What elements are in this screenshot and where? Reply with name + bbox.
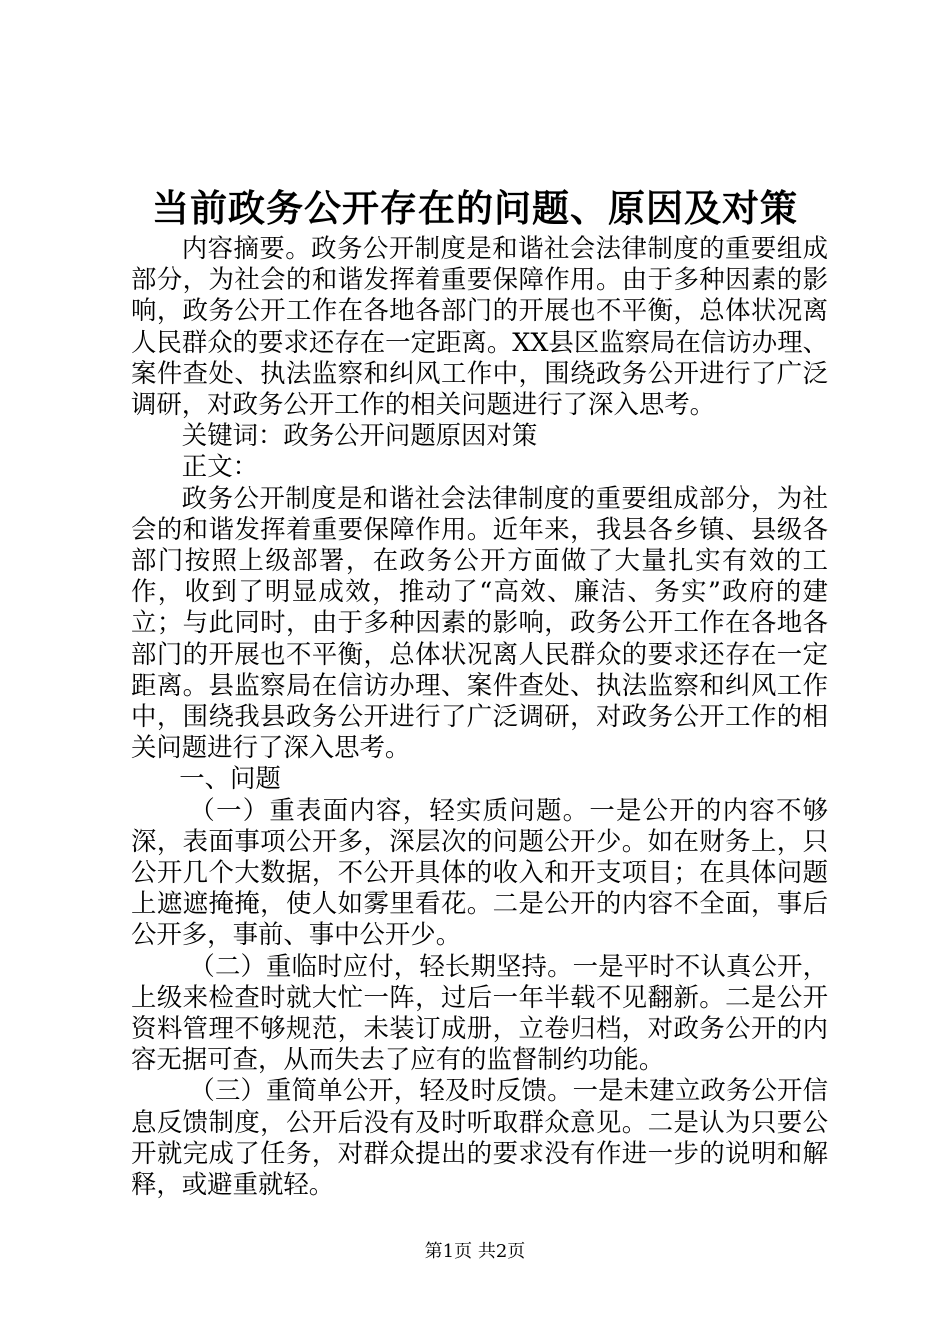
problem-2-paragraph: （二）重临时应付，轻长期坚持。一是平时不认真公开，上级来检查时就大忙一阵，过后一年半载不见翻新。二是公开资料管理不够规范，未装订成册，立卷归档，对政务公开的内容无据可查，从而失去了应有的监督制约功能。	[131, 950, 828, 1075]
main-text-label: 正文：	[181, 451, 258, 482]
problem-1-paragraph: （一）重表面内容，轻实质问题。一是公开的内容不够深，表面事项公开多，深层次的问题公开少。如在财务上，只公开几个大数据，不公开具体的收入和开支项目；在具体问题上遮遮掩掩，使人如雾里看花。二是公开的内容不全面，事后公开多，事前、事中公开少。	[131, 794, 828, 950]
document-title: 当前政务公开存在的问题、原因及对策	[152, 186, 798, 230]
keywords-line: 关键词：政务公开问题原因对策	[181, 420, 538, 451]
abstract-paragraph: 内容摘要。政务公开制度是和谐社会法律制度的重要组成部分，为社会的和谐发挥着重要保障作用。由于多种因素的影响，政务公开工作在各地各部门的开展也不平衡，总体状况离人民群众的要求还存在一定距离。XX县区监察局在信访办理、案件查处、执法监察和纠风工作中，围绕政务公开进行了广泛调研，对政务公开工作的相关问题进行了深入思考。	[131, 233, 828, 420]
problem-3-paragraph: （三）重简单公开，轻及时反馈。一是未建立政务公开信息反馈制度，公开后没有及时听取群众意见。二是认为只要公开就完成了任务，对群众提出的要求没有作进一步的说明和解释，或避重就轻。	[131, 1075, 828, 1200]
intro-paragraph: 政务公开制度是和谐社会法律制度的重要组成部分，为社会的和谐发挥着重要保障作用。近年来，我县各乡镇、县级各部门按照上级部署，在政务公开方面做了大量扎实有效的工作，收到了明显成效，推动了“高效、廉洁、务实”政府的建立；与此同时，由于多种因素的影响，政务公开工作在各地各部门的开展也不平衡，总体状况离人民群众的要求还存在一定距离。县监察局在信访办理、案件查处、执法监察和纠风工作中，围绕我县政务公开进行了广泛调研，对政务公开工作的相关问题进行了深入思考。	[131, 482, 828, 763]
document-body	[131, 233, 828, 1200]
page-footer: 第1页 共2页	[424, 1241, 526, 1262]
section-heading-problems: 一、问题	[179, 763, 281, 794]
